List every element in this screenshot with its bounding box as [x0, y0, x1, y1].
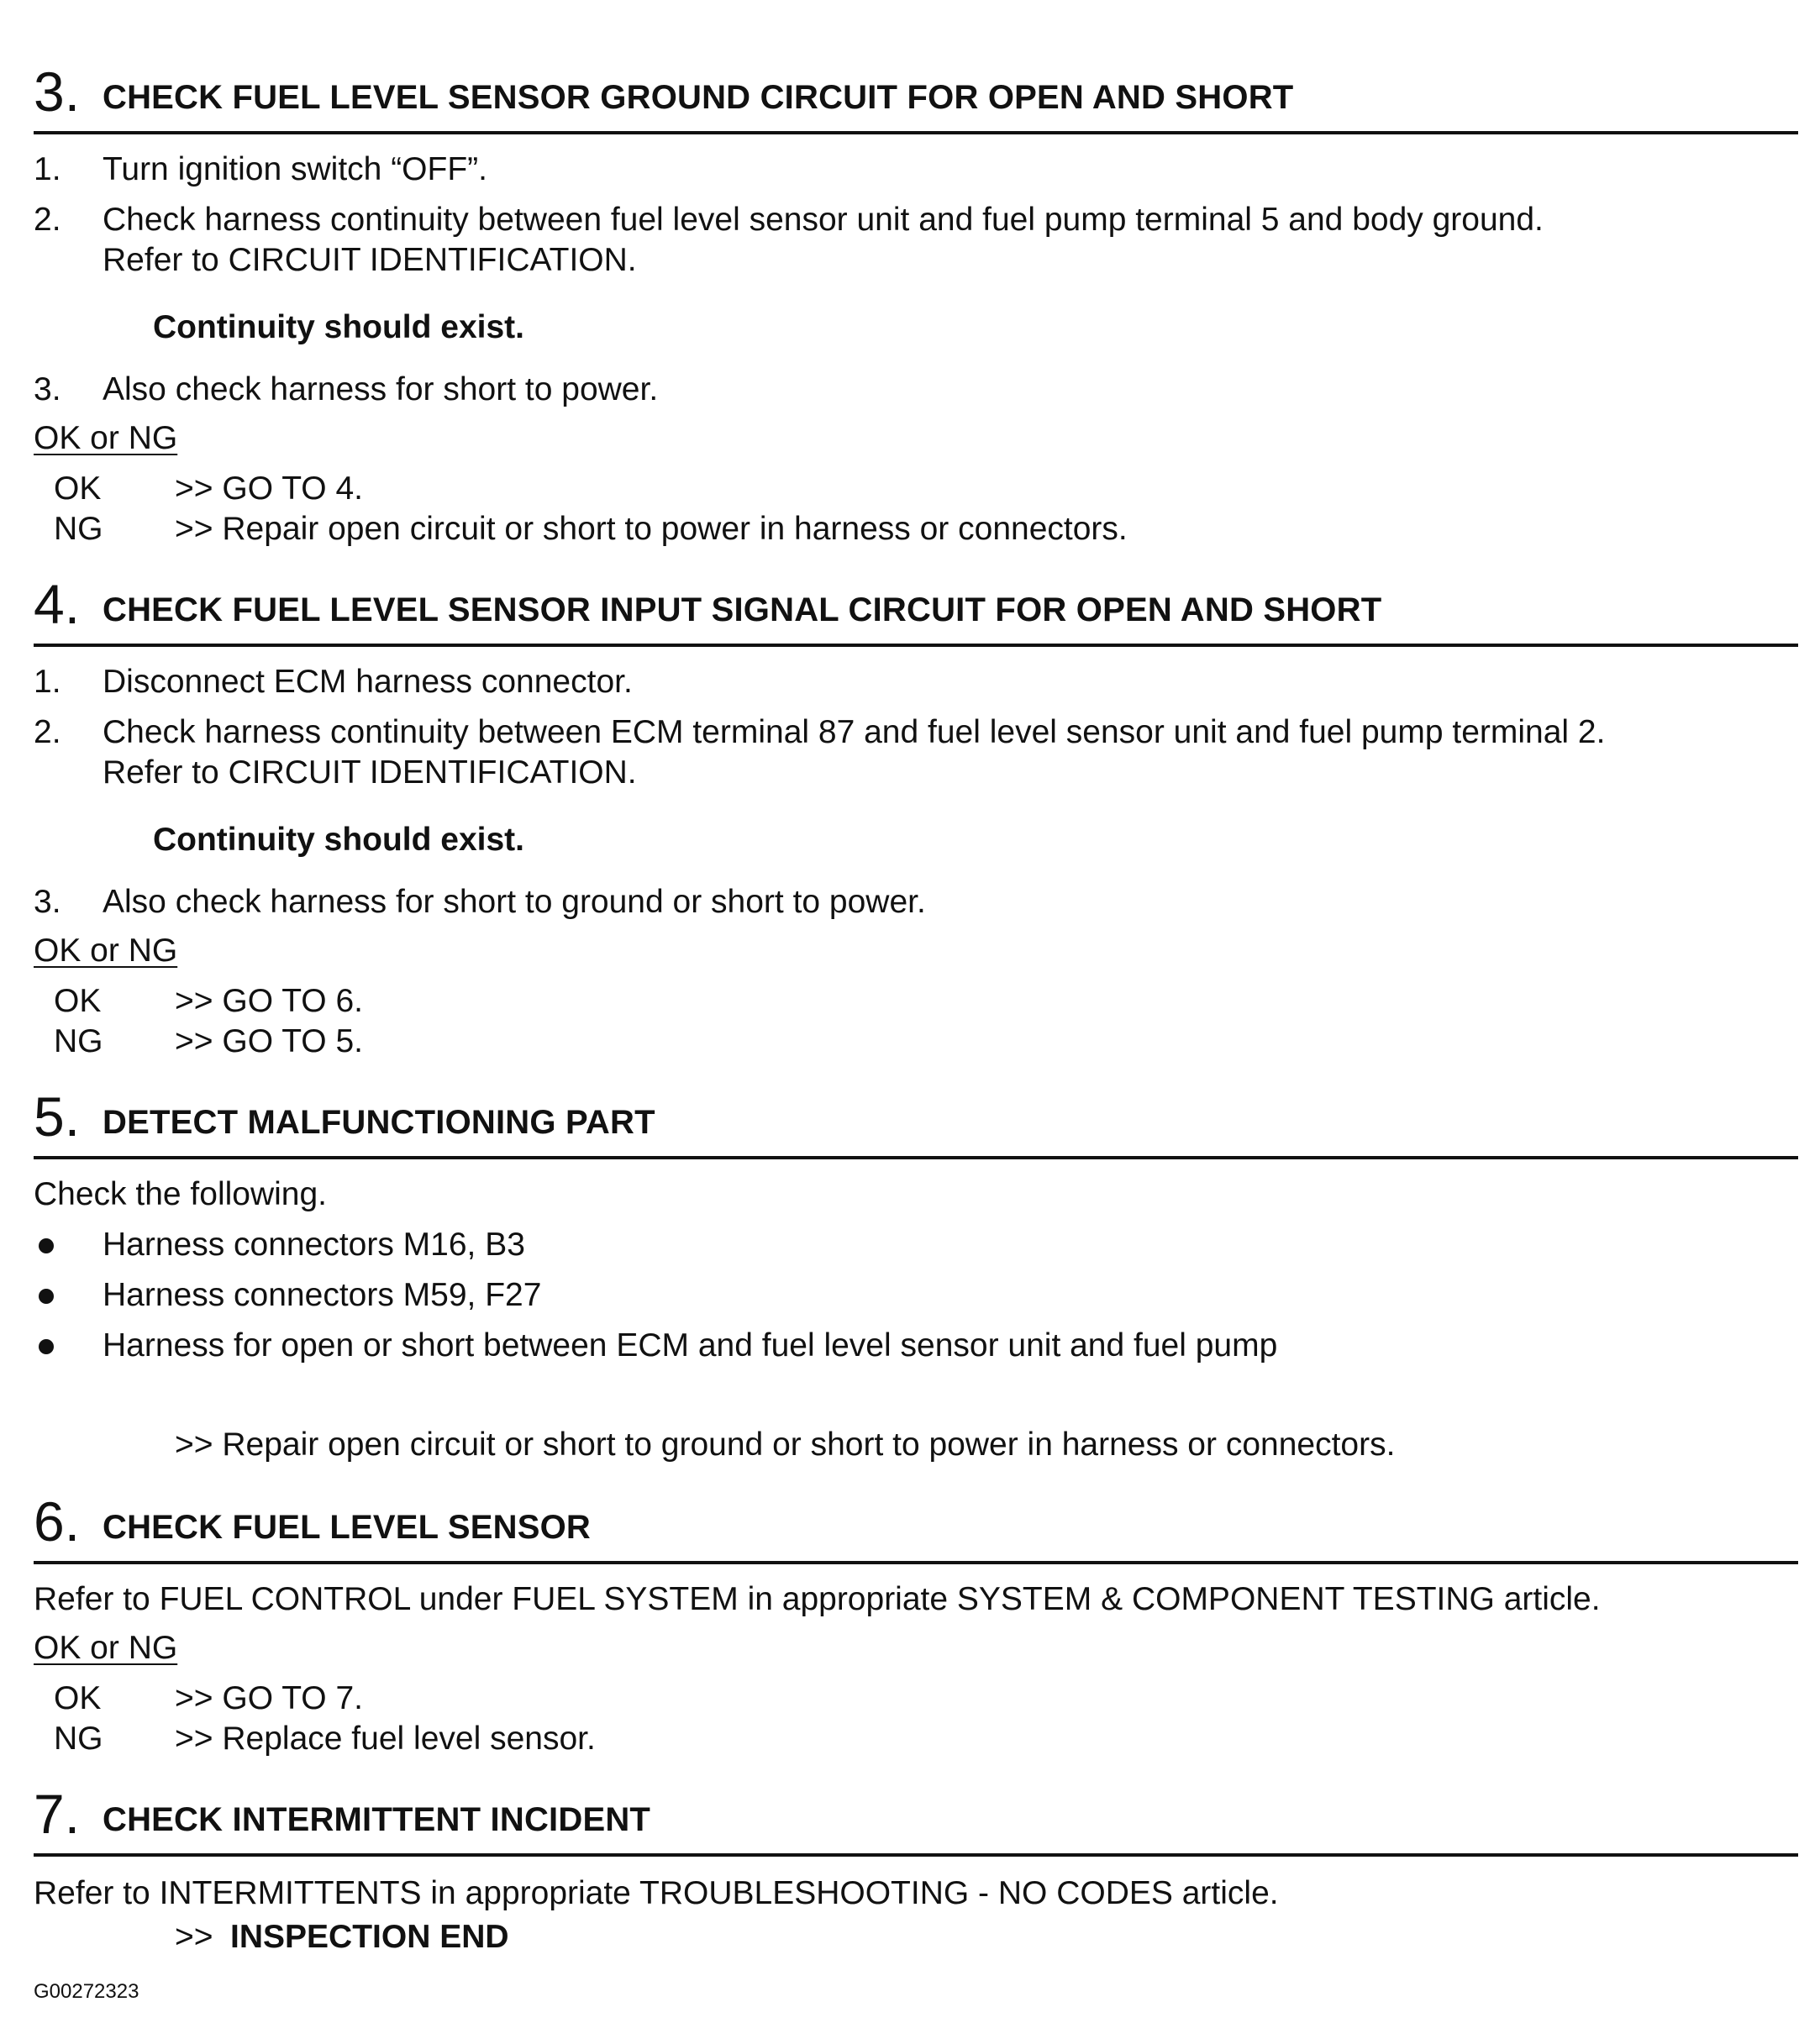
result-action-ng: >> Repair open circuit or short to power in harness or connectors.: [175, 511, 1128, 547]
result-key-ng: NG: [54, 1721, 103, 1757]
section-number: 4.: [34, 573, 81, 635]
section-6-header: [34, 1489, 1798, 1564]
step-number: 1.: [34, 151, 61, 187]
step-text: Check harness continuity between ECM terminal 87 and fuel level sensor unit and fuel pump terminal 2.: [103, 714, 1606, 750]
section-number: 5.: [34, 1085, 81, 1148]
figure-code: G00272323: [34, 1980, 139, 2003]
section-number: 7.: [34, 1783, 81, 1845]
step-text: Also check harness for short to ground or short to power.: [103, 884, 926, 920]
result-key-ng: NG: [54, 1023, 103, 1059]
result-action-ok: >> GO TO 7.: [175, 1680, 364, 1716]
section-divider: [34, 1853, 1798, 1857]
result-key-ok: OK: [54, 470, 102, 507]
result-action-ok: >> GO TO 4.: [175, 470, 364, 507]
section-title: CHECK INTERMITTENT INCIDENT: [103, 1801, 651, 1838]
section-4-header: [34, 571, 1798, 647]
step-text: Check harness continuity between fuel level sensor unit and fuel pump terminal 5 and body ground.: [103, 202, 1544, 238]
section-title: CHECK FUEL LEVEL SENSOR: [103, 1509, 591, 1546]
step-text: Turn ignition switch “OFF”.: [103, 151, 487, 187]
step-number: 2.: [34, 714, 61, 750]
section-number: 3.: [34, 60, 81, 123]
section-intro: Refer to FUEL CONTROL under FUEL SYSTEM in appropriate SYSTEM & COMPONENT TESTING article.: [34, 1581, 1601, 1617]
step-text: Disconnect ECM harness connector.: [103, 664, 633, 700]
bullet-item: Harness connectors M59, F27: [103, 1277, 542, 1313]
bullet-icon: [39, 1339, 54, 1354]
result-key-ok: OK: [54, 983, 102, 1019]
step-number: 3.: [34, 371, 61, 407]
section-number: 6.: [34, 1490, 81, 1553]
continuity-note: Continuity should exist.: [153, 309, 525, 345]
section-title: CHECK FUEL LEVEL SENSOR GROUND CIRCUIT FOR OPEN AND SHORT: [103, 79, 1294, 116]
repair-action: >> Repair open circuit or short to ground or short to power in harness or connectors.: [175, 1427, 1396, 1463]
bullet-icon: [39, 1289, 54, 1304]
section-divider: [34, 644, 1798, 647]
bullet-item: Harness for open or short between ECM and fuel level sensor unit and fuel pump: [103, 1327, 1278, 1364]
result-action-ok: >> GO TO 6.: [175, 983, 364, 1019]
section-divider: [34, 1156, 1798, 1159]
section-5-header: [34, 1084, 1798, 1159]
step-text: Also check harness for short to power.: [103, 371, 659, 407]
section-intro: Refer to INTERMITTENTS in appropriate TROUBLESHOOTING - NO CODES article.: [34, 1875, 1279, 1911]
ok-or-ng-label: OK or NG: [34, 933, 178, 969]
result-key-ng: NG: [54, 511, 103, 547]
step-text-continued: Refer to CIRCUIT IDENTIFICATION.: [103, 242, 637, 278]
ok-or-ng-label: OK or NG: [34, 1630, 178, 1666]
continuity-note: Continuity should exist.: [153, 822, 525, 858]
section-divider: [34, 131, 1798, 134]
ok-or-ng-label: OK or NG: [34, 420, 178, 456]
bullet-icon: [39, 1238, 54, 1253]
step-number: 2.: [34, 202, 61, 238]
step-text-continued: Refer to CIRCUIT IDENTIFICATION.: [103, 754, 637, 791]
inspection-end: INSPECTION END: [230, 1919, 509, 1955]
section-intro: Check the following.: [34, 1176, 328, 1212]
step-number: 3.: [34, 884, 61, 920]
result-action-ng: >> Replace fuel level sensor.: [175, 1721, 596, 1757]
section-7-header: [34, 1781, 1798, 1857]
step-number: 1.: [34, 664, 61, 700]
bullet-item: Harness connectors M16, B3: [103, 1227, 525, 1263]
result-action-ng: >> GO TO 5.: [175, 1023, 364, 1059]
section-divider: [34, 1561, 1798, 1564]
result-key-ok: OK: [54, 1680, 102, 1716]
section-3-header: [34, 59, 1798, 134]
section-title: CHECK FUEL LEVEL SENSOR INPUT SIGNAL CIRCUIT FOR OPEN AND SHORT: [103, 591, 1382, 628]
end-prefix: >>: [175, 1919, 213, 1955]
section-title: DETECT MALFUNCTIONING PART: [103, 1104, 655, 1141]
